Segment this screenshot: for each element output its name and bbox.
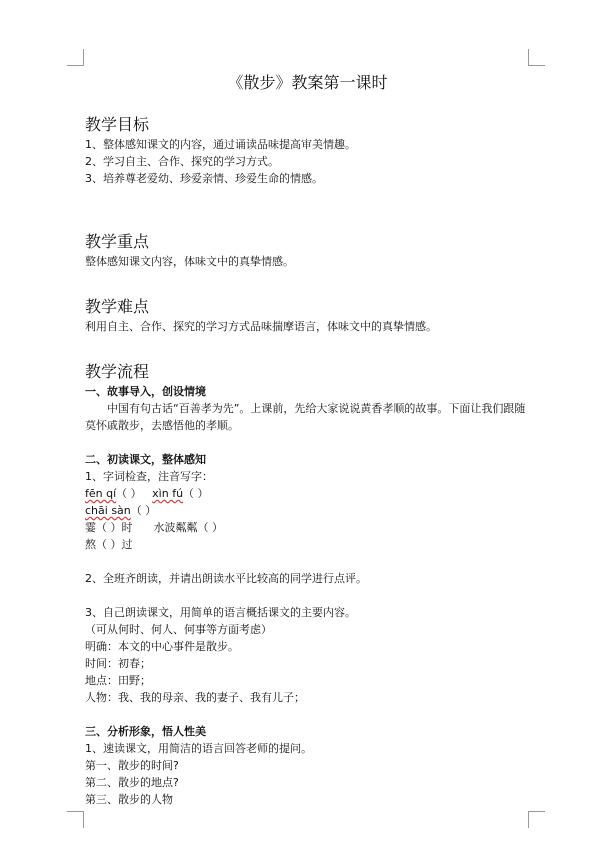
heading-process: 教学流程 [85, 362, 150, 381]
pinyin-xinfu: xìn fú [152, 487, 184, 500]
pinyin-xinfu-blank: （ ） [183, 487, 209, 500]
heading-key-points: 教学重点 [85, 232, 150, 251]
part2-sub3-hint: （可从何时、何人、何事等方面考虑） [85, 623, 272, 636]
part3-q2: 第二、散步的地点? [85, 776, 179, 789]
goal-item-3: 3、培养尊老爱幼、珍爱亲情、珍爱生命的情感。 [85, 172, 323, 185]
part3-q1: 第一、散步的时间? [85, 759, 179, 772]
char-row-1 [85, 519, 530, 536]
part3-title: 三、分析形象，悟人性美 [85, 725, 206, 738]
pinyin-row-1 [85, 485, 530, 502]
part3-sub1: 1、速读课文，用简洁的语言回答老师的提问。 [85, 742, 312, 755]
document-body [85, 72, 530, 808]
key-points-text: 整体感知课文内容，体味文中的真挚情感。 [85, 255, 294, 268]
part1-title: 一、故事导入，创设情境 [85, 385, 206, 398]
part2-sub3: 3、自己朗读课文，用简单的语言概括课文的主要内容。 [85, 606, 356, 619]
part2-clear: 明确：本文的中心事件是散步。 [85, 640, 239, 653]
part3-q3: 第三、散步的人物 [85, 793, 173, 806]
part2-title: 二、初读课文，整体感知 [85, 453, 206, 466]
part2-place: 地点：田野； [85, 674, 151, 687]
difficult-points-text: 利用自主、合作、探究的学习方式品味揣摩语言，体味文中的真挚情感。 [85, 320, 437, 333]
pinyin-chaisan: chāi sàn [85, 504, 131, 517]
part2-time: 时间：初春； [85, 657, 151, 670]
pinyin-chaisan-blank: （ ） [130, 504, 157, 517]
heading-goals: 教学目标 [85, 115, 150, 134]
pinyin-row-2 [85, 502, 530, 519]
pinyin-fenqi: fēn qí [85, 487, 117, 500]
goal-item-2: 2、学习自主、合作、探究的学习方式。 [85, 155, 279, 168]
crop-mark-bottom-right [528, 811, 545, 828]
char-sha: 霎（ ）时 [85, 521, 133, 534]
pinyin-fenqi-blank: （ ） [116, 487, 142, 500]
heading-difficult-points: 教学难点 [85, 297, 150, 316]
part1-text: 中国有句古话“百善孝为先”。上课前，先给大家说说黄香孝顺的故事。下面让我们跟随莫怀戚散步，去感悟他的孝顺。 [85, 402, 526, 432]
char-row-2: 熬（ ）过 [85, 538, 133, 551]
crop-mark-top-right [528, 49, 545, 66]
part2-people: 人物：我、我的母亲、我的妻子、我有儿子； [85, 691, 305, 704]
char-linlin: 水波粼粼（ ） [153, 521, 223, 534]
document-title: 《散步》教案第一课时 [227, 73, 388, 92]
crop-mark-top-left [67, 49, 84, 66]
crop-mark-bottom-left [67, 811, 84, 828]
part2-sub1: 1、字词检查，注音写字： [85, 470, 213, 483]
goal-item-1: 1、整体感知课文的内容，通过诵读品味提高审美情趣。 [85, 138, 356, 151]
part2-sub2: 2、全班齐朗读，并请出朗读水平比较高的同学进行点评。 [85, 572, 367, 585]
